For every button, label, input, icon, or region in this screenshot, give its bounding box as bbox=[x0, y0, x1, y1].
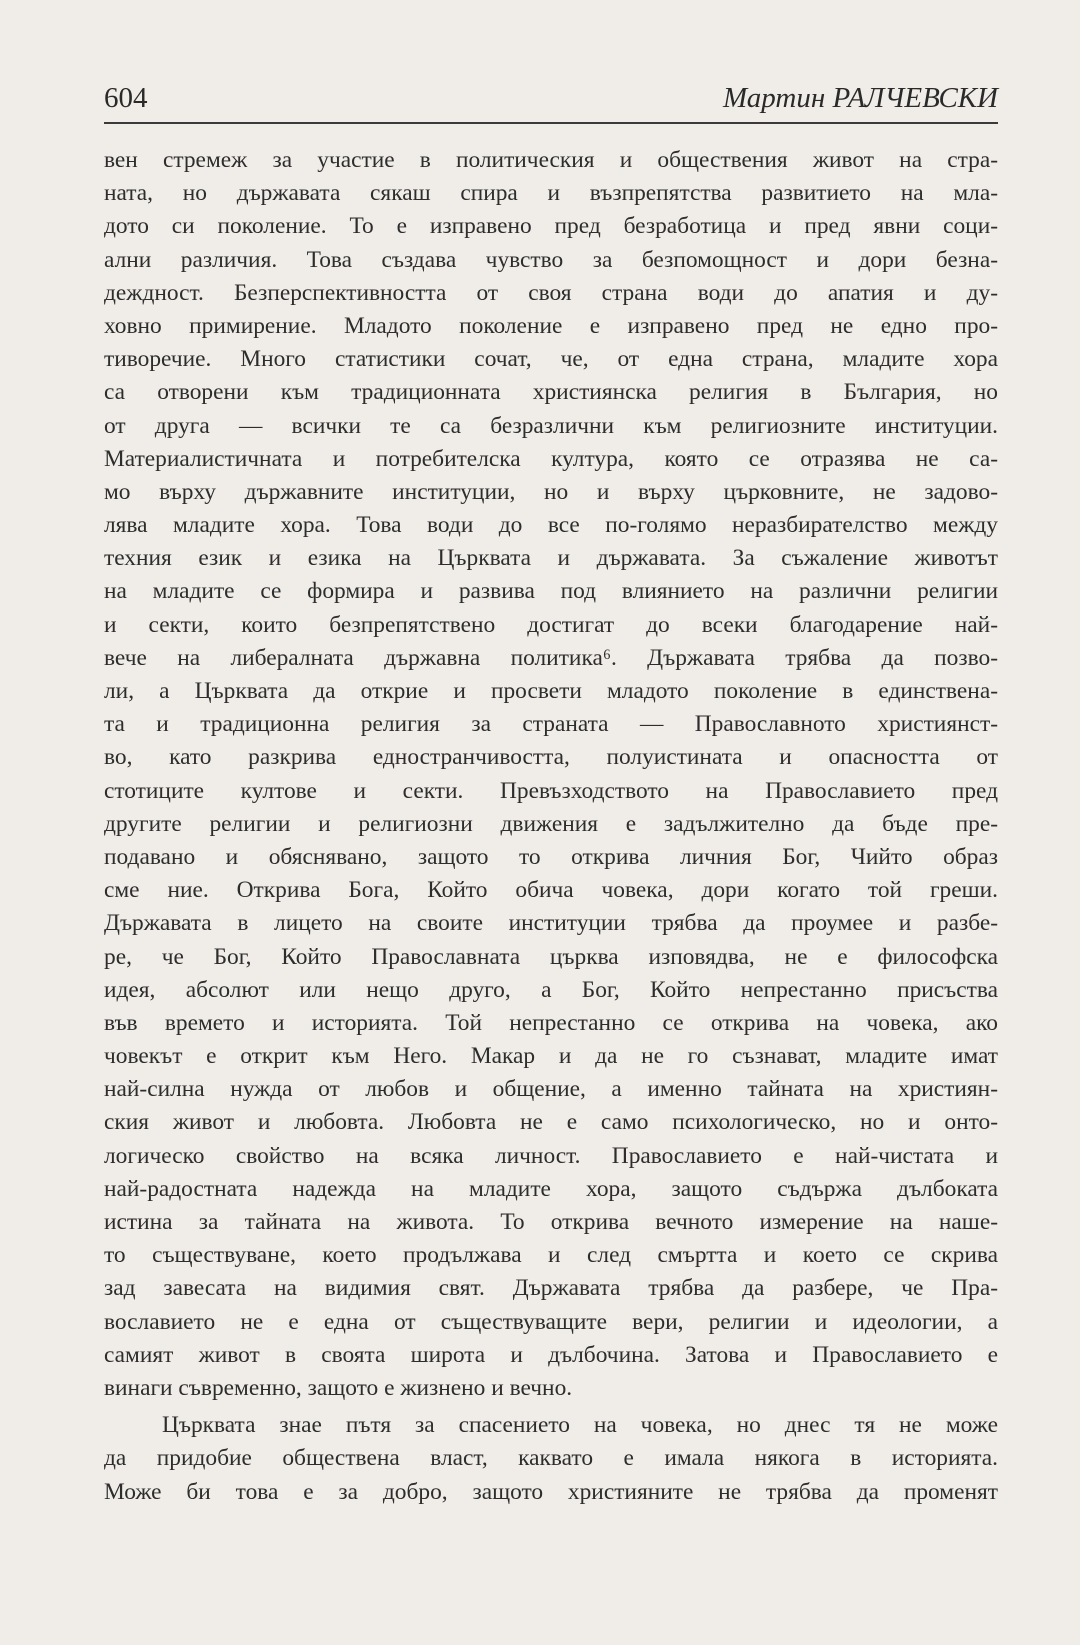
text-line: логическо свойство на всяка личност. Православието е най-чистата и bbox=[104, 1142, 998, 1169]
text-line: ския живот и любовта. Любовта не е само психологическо, но и онто- bbox=[104, 1109, 998, 1136]
text-line: вославието не е една от съществуващите вери, религии и идеологии, а bbox=[104, 1308, 998, 1335]
text-line: вен стремеж за участие в политическия и обществения живот на стра- bbox=[104, 147, 998, 173]
text-line: човекът е открит към Него. Макар и да не го съзнават, младите имат bbox=[104, 1043, 998, 1070]
text-line: другите религии и религиозни движения е задължително да бъде пре- bbox=[104, 810, 998, 837]
text-line: дото си поколение. То е изправено пред безработица и пред явни соци- bbox=[104, 213, 998, 240]
text-line: да придобие обществена власт, каквато е имала някога в историята. bbox=[104, 1445, 998, 1472]
text-line: ални различия. Това създава чувство за безпомощност и дори безна- bbox=[104, 246, 998, 273]
text-line: ли, а Църквата да открие и просвети младото поколение в единствена- bbox=[104, 678, 998, 704]
paragraph-2 bbox=[104, 1409, 998, 1509]
text-line: на младите се формира и развива под влиянието на различни религии bbox=[104, 578, 998, 605]
text-line: ната, но държавата сякаш спира и възпрепятства развитието на мла- bbox=[104, 180, 998, 207]
text-line: Материалистичната и потребителска култура, която се отразява не са- bbox=[104, 445, 998, 472]
text-line: самият живот в своята широта и дълбочина. Затова и Православието е bbox=[104, 1341, 998, 1368]
text-line: во, като разкрива едностранчивостта, полуистината и опасността от bbox=[104, 744, 998, 771]
text-line: и секти, които безпрепятствено достигат до всеки благодарение най- bbox=[104, 611, 998, 638]
text-line: деждност. Безперспективността от своя страна води до апатия и ду- bbox=[104, 279, 998, 306]
text-line: Държавата в лицето на своите институции трябва да проумее и разбе- bbox=[104, 910, 998, 937]
text-line: зад завесата на видимия свят. Държавата трябва да разбере, че Пра- bbox=[104, 1275, 998, 1302]
text-line: винаги съвременно, защото е жизнено и вечно. bbox=[104, 1374, 573, 1401]
text-line: истина за тайната на живота. То открива вечното измерение на наше- bbox=[104, 1209, 998, 1235]
text-line: ховно примирение. Младото поколение е изправено пред не едно про- bbox=[104, 312, 998, 339]
text-line: Може би това е за добро, защото християните не трябва да променят bbox=[104, 1478, 998, 1505]
text-line: тиворечие. Много статистики сочат, че, от една страна, младите хора bbox=[104, 346, 998, 373]
body-text bbox=[104, 144, 998, 1509]
text-line: мо върху държавните институции, но и върху църковните, не задово- bbox=[104, 478, 998, 505]
text-line: то съществуване, което продължава и след смъртта и което се скрива bbox=[104, 1242, 998, 1269]
text-line: сме ние. Открива Бога, Който обича човека, дори когато той греши. bbox=[104, 877, 998, 904]
text-line: са отворени към традиционната християнска религия в България, но bbox=[104, 379, 998, 406]
text-line: техния език и езика на Църквата и държавата. За съжаление животът bbox=[104, 545, 998, 572]
page-number: 604 bbox=[104, 82, 148, 114]
text-line: вече на либералната държавна политика⁶. Държавата трябва да позво- bbox=[104, 644, 998, 671]
text-line: ре, че Бог, Който Православната църква изповядва, не е философска bbox=[104, 943, 998, 970]
text-line: във времето и историята. Той непрестанно се открива на човека, ако bbox=[104, 1009, 998, 1036]
text-line: подавано и обяснявано, защото то открива личния Бог, Чийто образ bbox=[104, 843, 998, 870]
text-line: най-радостната надежда на младите хора, защото съдържа дълбоката bbox=[104, 1175, 998, 1202]
text-line: идея, абсолют или нещо друго, а Бог, Който непрестанно присъства bbox=[104, 976, 998, 1003]
text-line: лява младите хора. Това води до все по-голямо неразбирателство между bbox=[104, 512, 998, 539]
paragraph-1 bbox=[104, 144, 998, 1405]
text-line: най-силна нужда от любов и общение, а именно тайната на християн- bbox=[104, 1076, 998, 1103]
text-line: та и традиционна религия за страната — Православното християнст- bbox=[104, 711, 998, 738]
running-header bbox=[104, 78, 998, 124]
running-head-author: Мартин РАЛЧЕВСКИ bbox=[723, 82, 998, 114]
text-line: от друга — всички те са безразлични към религиозните институции. bbox=[104, 412, 998, 439]
text-line: стотиците култове и секти. Превъзходството на Православието пред bbox=[104, 777, 998, 804]
text-line: Църквата знае пътя за спасението на човека, но днес тя не може bbox=[162, 1412, 998, 1439]
